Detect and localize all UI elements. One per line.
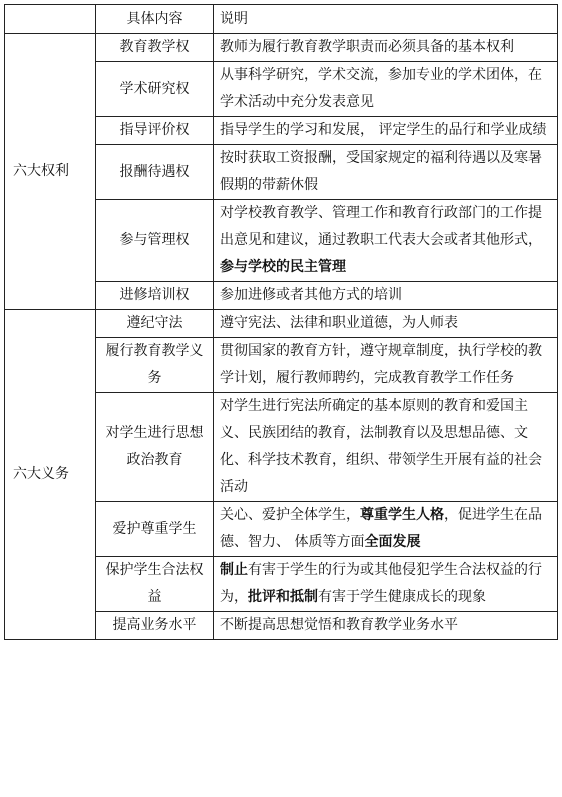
desc-text: 对学校教育教学、管理工作和教育行政部门的工作提出意见和建议，通过教职工代表大会或者其他形式，	[220, 205, 542, 248]
desc-emphasis: 批评和抵制	[248, 589, 318, 605]
header-content: 具体内容	[96, 5, 214, 34]
desc-cell: 对学生进行宪法所确定的基本原则的教育和爱国主义、民族团结的教育，法制教育以及思想品德、文化、科学技术教育，组织、带领学生开展有益的社会活动	[214, 393, 558, 502]
desc-emphasis: 尊重学生人格	[360, 507, 444, 523]
item-cell: 提高业务水平	[96, 612, 214, 640]
desc-text: 关心、爱护全体学生，	[220, 507, 360, 523]
item-cell: 学术研究权	[96, 62, 214, 117]
desc-cell: 从事科学研究，学术交流，参加专业的学术团体，在学术活动中充分发表意见	[214, 62, 558, 117]
desc-cell: 不断提高思想觉悟和教育教学业务水平	[214, 612, 558, 640]
item-cell: 履行教育教学义务	[96, 338, 214, 393]
item-cell: 对学生进行思想政治教育	[96, 393, 214, 502]
item-cell: 报酬待遇权	[96, 145, 214, 200]
item-cell: 爱护尊重学生	[96, 502, 214, 557]
desc-text: 有害于学生的行为或其他侵犯学生合法权益的行为，	[220, 562, 542, 605]
group-rights: 六大权利	[5, 34, 96, 310]
header-description: 说明	[214, 5, 558, 34]
desc-emphasis: 参与学校的民主管理	[220, 259, 346, 275]
desc-text: 有害于学生健康成长的现象	[318, 589, 486, 605]
item-cell: 保护学生合法权益	[96, 557, 214, 612]
rights-duties-table	[4, 4, 558, 640]
group-duties: 六大义务	[5, 310, 96, 640]
desc-cell: 按时获取工资报酬，受国家规定的福利待遇以及寒暑假期的带薪休假	[214, 145, 558, 200]
table-row	[5, 310, 558, 338]
header-category	[5, 5, 96, 34]
desc-emphasis: 制止	[220, 562, 248, 578]
desc-cell: 教师为履行教育教学职责而必须具备的基本权利	[214, 34, 558, 62]
header-row	[5, 5, 558, 34]
item-cell: 指导评价权	[96, 117, 214, 145]
desc-emphasis: 全面发展	[364, 534, 421, 550]
item-cell: 参与管理权	[96, 200, 214, 282]
item-cell: 教育教学权	[96, 34, 214, 62]
desc-cell	[214, 200, 558, 282]
desc-cell: 遵守宪法、法律和职业道德，为人师表	[214, 310, 558, 338]
desc-text: ，促进学生在品德、智力、 体质等方面	[220, 507, 542, 550]
table-row	[5, 34, 558, 62]
desc-cell: 指导学生的学习和发展， 评定学生的品行和学业成绩	[214, 117, 558, 145]
desc-cell	[214, 502, 558, 557]
desc-cell	[214, 557, 558, 612]
desc-cell: 贯彻国家的教育方针，遵守规章制度，执行学校的教学计划，履行教师聘约，完成教育教学工作任务	[214, 338, 558, 393]
item-cell: 遵纪守法	[96, 310, 214, 338]
item-cell: 进修培训权	[96, 282, 214, 310]
desc-cell: 参加进修或者其他方式的培训	[214, 282, 558, 310]
